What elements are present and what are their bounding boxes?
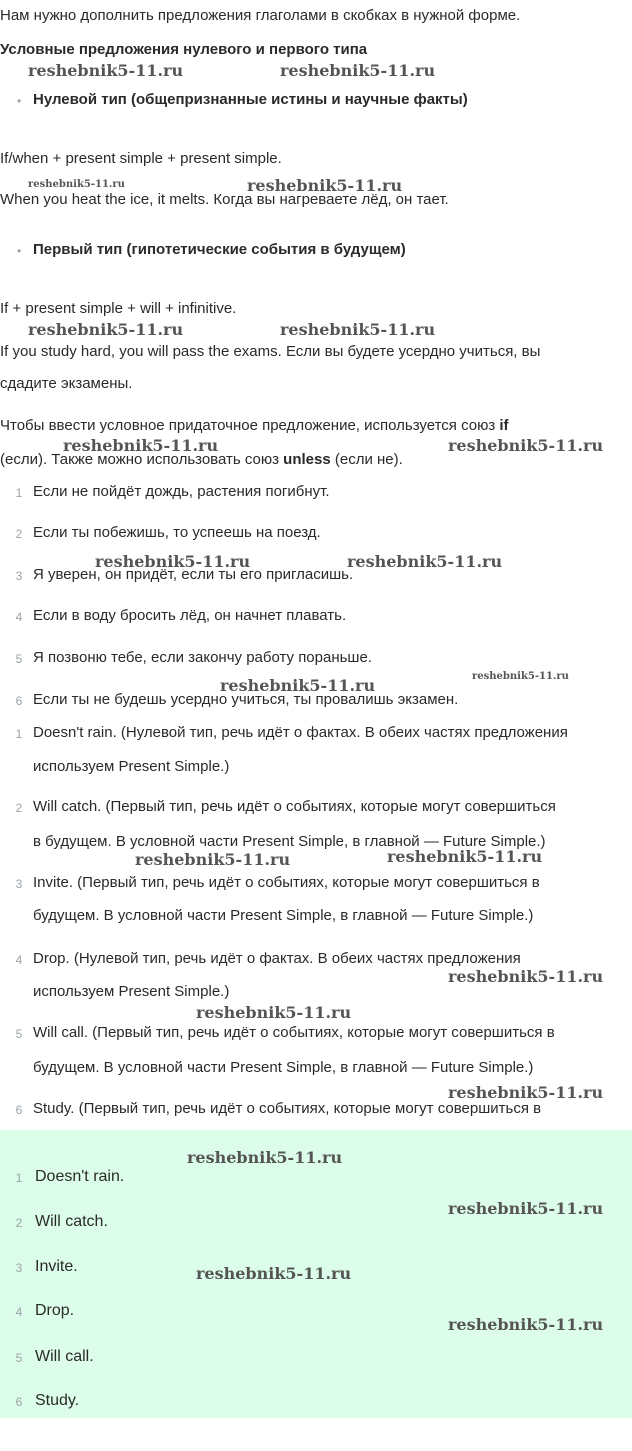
zero-type-title: Нулевой тип (общепризнанные истины и научные факты) bbox=[33, 91, 468, 108]
answer-item: Drop. bbox=[35, 1302, 75, 1319]
translation-item: Если ты не будешь усердно учиться, ты провалишь экзамен. bbox=[33, 691, 459, 708]
zero-type-example: When you heat the ice, it melts. Когда вы нагреваете лёд, он тает. bbox=[0, 191, 449, 208]
list-number: 4 bbox=[15, 610, 23, 624]
watermark: reshebnik5-11.ru bbox=[187, 1148, 343, 1167]
watermark: reshebnik5-11.ru bbox=[472, 671, 569, 682]
list-number: 5 bbox=[15, 1027, 23, 1041]
watermark: reshebnik5-11.ru bbox=[63, 436, 219, 455]
translation-item: Я позвоню тебе, если закончу работу пораньше. bbox=[33, 649, 372, 666]
bullet-icon: • bbox=[17, 244, 22, 258]
explanation-item: Will catch. (Первый тип, речь идёт о событиях, которые могут совершиться bbox=[33, 798, 556, 815]
watermark: reshebnik5-11.ru bbox=[448, 1199, 604, 1218]
first-type-formula: If + present simple + will + infinitive. bbox=[0, 300, 237, 317]
intro-text: Нам нужно дополнить предложения глаголами в скобках в нужной форме. bbox=[0, 7, 521, 24]
explanation-item-cont: используем Present Simple.) bbox=[33, 983, 230, 1000]
explanation-item-cont: будущем. В условной части Present Simple, в главной — Future Simple.) bbox=[33, 907, 534, 924]
watermark: reshebnik5-11.ru bbox=[448, 967, 604, 986]
list-number: 5 bbox=[15, 652, 23, 666]
explanation-item: Doesn't rain. (Нулевой тип, речь идёт о фактах. В обеих частях предложения bbox=[33, 724, 568, 741]
watermark: reshebnik5-11.ru bbox=[448, 1315, 604, 1334]
watermark: reshebnik5-11.ru bbox=[448, 1083, 604, 1102]
explanation-item: Study. (Первый тип, речь идёт о событиях, которые могут совершиться в bbox=[33, 1100, 542, 1117]
answer-item: Invite. bbox=[35, 1258, 78, 1275]
answer-item: Doesn't rain. bbox=[35, 1168, 125, 1185]
explanation-item-cont: в будущем. В условной части Present Simple, в главной — Future Simple.) bbox=[33, 833, 546, 850]
watermark: reshebnik5-11.ru bbox=[448, 436, 604, 455]
watermark: reshebnik5-11.ru bbox=[196, 1003, 352, 1022]
watermark: reshebnik5-11.ru bbox=[247, 176, 403, 195]
explanation-item: Drop. (Нулевой тип, речь идёт о фактах. В обеих частях предложения bbox=[33, 950, 521, 967]
explanation-item: Invite. (Первый тип, речь идёт о событиях, которые могут совершиться в bbox=[33, 874, 540, 891]
list-number: 1 bbox=[15, 1171, 23, 1185]
list-number: 5 bbox=[15, 1351, 23, 1365]
first-type-example: If you study hard, you will pass the exams. Если вы будете усердно учиться, вы bbox=[0, 343, 541, 360]
watermark: reshebnik5-11.ru bbox=[95, 552, 251, 571]
list-number: 6 bbox=[15, 694, 23, 708]
watermark: reshebnik5-11.ru bbox=[28, 61, 184, 80]
first-type-title: Первый тип (гипотетические события в будущем) bbox=[33, 241, 406, 258]
list-number: 3 bbox=[15, 877, 23, 891]
watermark: reshebnik5-11.ru bbox=[196, 1264, 352, 1283]
section-heading: Условные предложения нулевого и первого типа bbox=[0, 41, 368, 58]
translation-item: Если в воду бросить лёд, он начнет плавать. bbox=[33, 607, 347, 624]
list-number: 3 bbox=[15, 1261, 23, 1275]
explanation-item: Will call. (Первый тип, речь идёт о событиях, которые могут совершиться в bbox=[33, 1024, 555, 1041]
watermark: reshebnik5-11.ru bbox=[28, 179, 125, 190]
conjunction-note: Чтобы ввести условное придаточное предложение, используется союз if bbox=[0, 417, 509, 434]
first-type-example-cont: сдадите экзамены. bbox=[0, 375, 133, 392]
watermark: reshebnik5-11.ru bbox=[280, 61, 436, 80]
list-number: 1 bbox=[15, 486, 23, 500]
answer-item: Study. bbox=[35, 1392, 80, 1409]
list-number: 2 bbox=[15, 801, 23, 815]
watermark: reshebnik5-11.ru bbox=[220, 676, 376, 695]
bullet-icon: • bbox=[17, 94, 22, 108]
zero-type-formula: If/when + present simple + present simple. bbox=[0, 150, 282, 167]
list-number: 3 bbox=[15, 569, 23, 583]
list-number: 1 bbox=[15, 727, 23, 741]
list-number: 6 bbox=[15, 1103, 23, 1117]
list-number: 6 bbox=[15, 1395, 23, 1409]
answer-item: Will catch. bbox=[35, 1213, 108, 1230]
list-number: 2 bbox=[15, 1216, 23, 1230]
watermark: reshebnik5-11.ru bbox=[387, 847, 543, 866]
list-number: 4 bbox=[15, 1305, 23, 1319]
watermark: reshebnik5-11.ru bbox=[347, 552, 503, 571]
watermark: reshebnik5-11.ru bbox=[28, 320, 184, 339]
watermark: reshebnik5-11.ru bbox=[135, 850, 291, 869]
answer-item: Will call. bbox=[35, 1348, 94, 1365]
explanation-item-cont: будущем. В условной части Present Simple, в главной — Future Simple.) bbox=[33, 1059, 534, 1076]
translation-item: Если ты побежишь, то успеешь на поезд. bbox=[33, 524, 321, 541]
list-number: 2 bbox=[15, 527, 23, 541]
watermark: reshebnik5-11.ru bbox=[280, 320, 436, 339]
list-number: 4 bbox=[15, 953, 23, 967]
translation-item: Если не пойдёт дождь, растения погибнут. bbox=[33, 483, 330, 500]
translation-item: Я уверен, он придёт, если ты его пригласишь. bbox=[33, 566, 354, 583]
conjunction-note-cont: (если). Также можно использовать союз unless (если не). bbox=[0, 451, 403, 468]
explanation-item-cont: используем Present Simple.) bbox=[33, 758, 230, 775]
